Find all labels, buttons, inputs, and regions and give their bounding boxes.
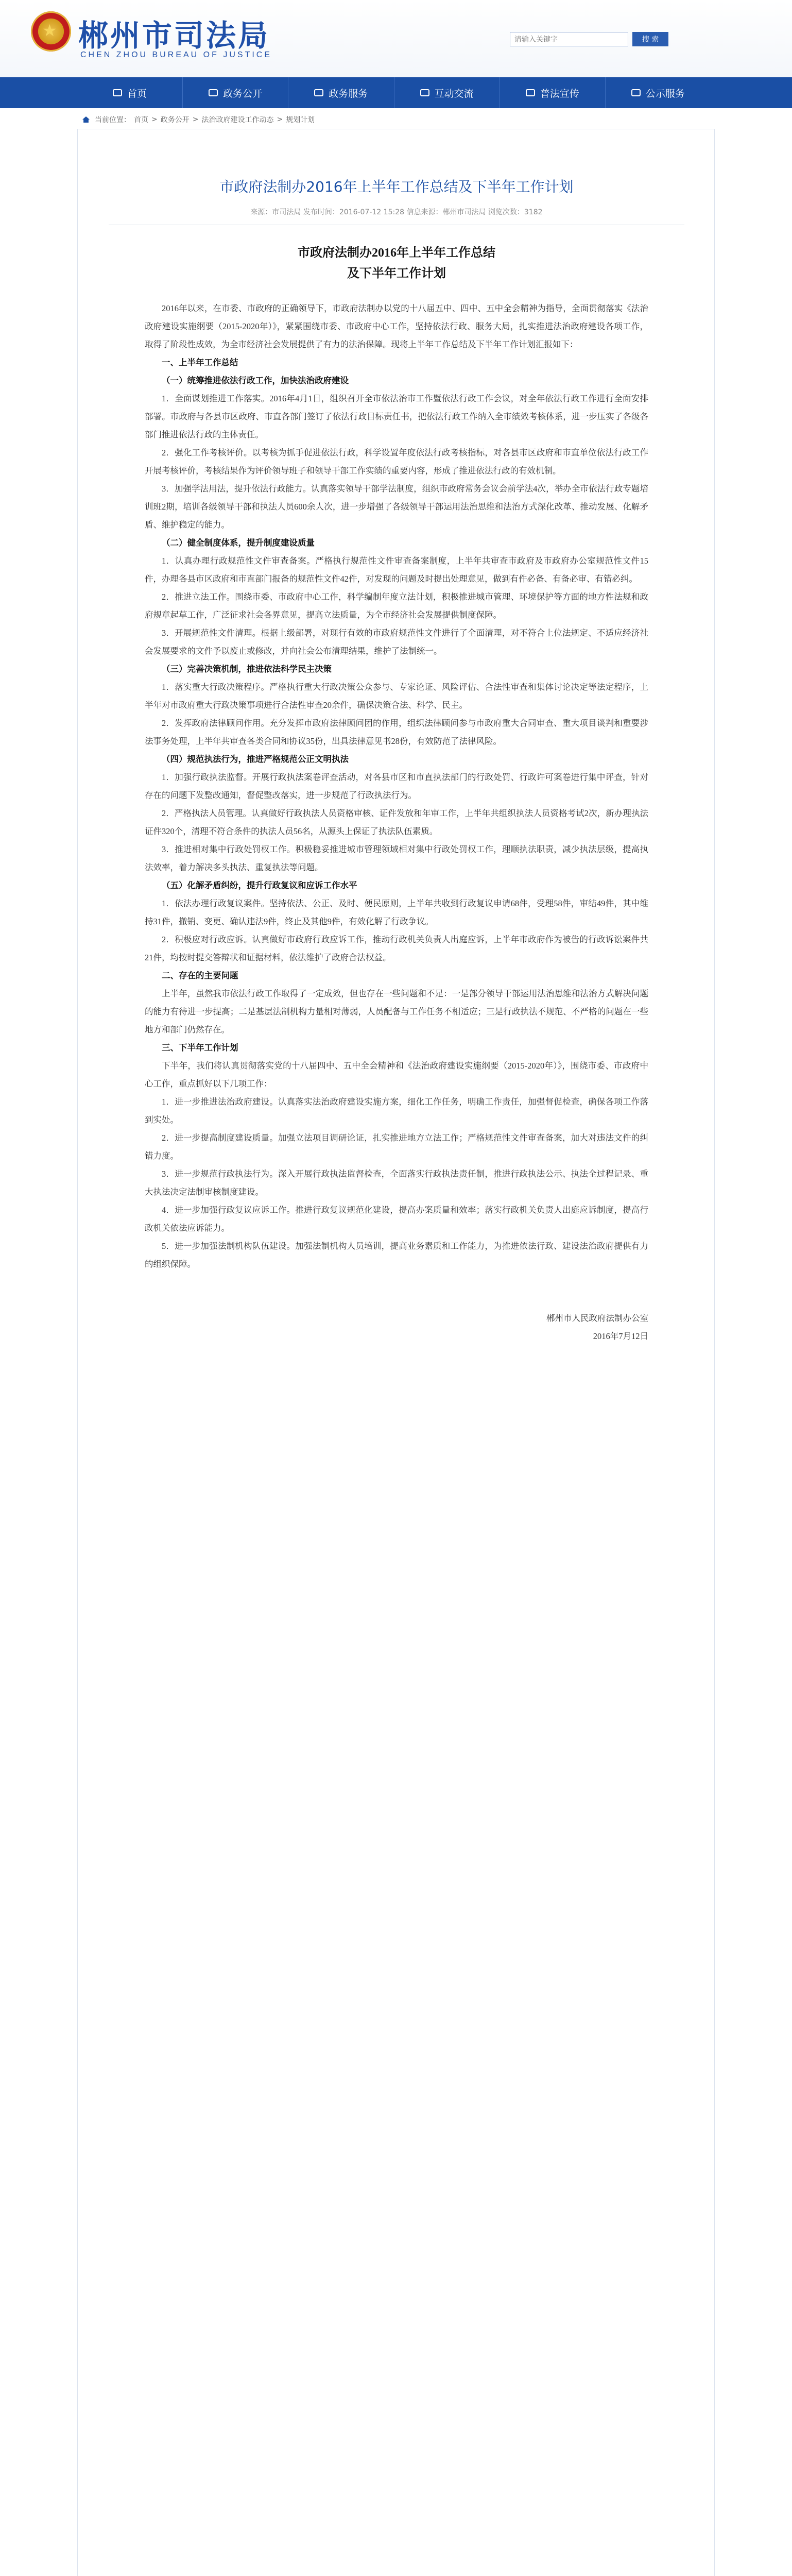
breadcrumb-separator: > xyxy=(151,115,158,124)
breadcrumb-separator: > xyxy=(192,115,199,124)
paragraph: 2016年以来，在市委、市政府的正确领导下，市政府法制办以党的十八届五中、四中、五中全会精神为指导，全面贯彻落实《法治政府建设实施纲要（2015-2020年）》，紧紧围绕市委、市政府中心工作，坚持依法行政、服务大局，扎实推进法治政府建设各项工作，取得了阶段性成效，为全市经济社会发展提供了有力的法治保障。现将上半年工作总结及下半年工作计划汇报如下： xyxy=(145,303,648,349)
home-icon xyxy=(113,89,122,96)
paragraph: 上半年，虽然我市依法行政工作取得了一定成效，但也存在一些问题和不足：一是部分领导干部运用法治思维和法治方式解决问题的能力有待进一步提高；二是基层法制机构力量相对薄弱，人员配备与工作任务不相适应；三是行政执法不规范、不严格的问题在一些地方和部门仍然存在。 xyxy=(145,989,648,1035)
nav-item-label: 政务服务 xyxy=(329,88,368,99)
paragraph: 3．加强学法用法，提升依法行政能力。认真落实领导干部学法制度，组织市政府常务会议会前学法4次，举办全市依法行政专题培训班2期，培训各级领导干部和执法人员600余人次，进一步增强了各级领导干部运用法治思维和法治方式深化改革、推动发展、化解矛盾、维护稳定的能力。 xyxy=(145,484,648,530)
paragraph: 下半年，我们将认真贯彻落实党的十八届四中、五中全会精神和《法治政府建设实施纲要（2015-2020年）》，围绕市委、市政府中心工作，重点抓好以下几项工作： xyxy=(145,1061,648,1089)
breadcrumb-link-home[interactable]: 首页 xyxy=(134,116,148,124)
paragraph: 4．进一步加强行政复议应诉工作。推进行政复议规范化建设，提高办案质量和效率；落实行政机关负责人出庭应诉制度，提高行政机关依法应诉能力。 xyxy=(145,1205,648,1233)
breadcrumb-link-gov-affairs[interactable]: 政务公开 xyxy=(160,116,190,124)
section-heading: 三、下半年工作计划 xyxy=(162,1043,238,1053)
notice-icon xyxy=(631,89,641,96)
article-heading: 及下半年工作计划 xyxy=(347,267,446,280)
paragraph: 2．推进立法工作。围绕市委、市政府中心工作，科学编制年度立法计划，积极推进城市管理、环境保护等方面的地方性法规和政府规章起草工作，广泛征求社会各界意见，提高立法质量，为全市经济社会发展提供制度保障。 xyxy=(145,592,648,620)
signature-date: 2016年7月12日 xyxy=(593,1331,648,1341)
paragraph: 2．发挥政府法律顾问作用。充分发挥市政府法律顾问团的作用，组织法律顾问参与市政府重大合同审查、重大项目谈判和重要涉法事务处理，上半年共审查各类合同和协议35份，出具法律意见书28份，有效防范了法律风险。 xyxy=(145,718,648,746)
paragraph: 3．开展规范性文件清理。根据上级部署，对现行有效的市政府规范性文件进行了全面清理，对不符合上位法规定、不适应经济社会发展要求的文件予以废止或修改，并向社会公布清理结果，维护了法制统一。 xyxy=(145,628,648,656)
paragraph: 1．依法办理行政复议案件。坚持依法、公正、及时、便民原则，上半年共收到行政复议申请68件，受理58件，审结49件，其中维持31件，撤销、变更、确认违法9件，终止及其他9件，有效化解了行政争议。 xyxy=(145,899,648,926)
paragraph: 1．全面谋划推进工作落实。2016年4月1日，组织召开全市依法治市工作暨依法行政工作会议，对全年依法行政工作进行全面安排部署。市政府与各县市区政府、市直各部门签订了依法行政目标责任书，把依法行政工作纳入全市绩效考核体系，进一步压实了各级各部门推进依法行政的主体责任。 xyxy=(145,394,648,439)
site-title[interactable]: 郴州市司法局 xyxy=(78,18,270,53)
star-icon: ★ xyxy=(42,21,57,40)
subsection-heading: （三）完善决策机制，推进依法科学民主决策 xyxy=(162,664,332,674)
paragraph: 2．严格执法人员管理。认真做好行政执法人员资格审核、证件发放和年审工作，上半年共组织执法人员资格考试2次，新办理执法证件320个，清理不符合条件的执法人员56名，从源头上保证了执法队伍素质。 xyxy=(145,808,648,836)
book-icon xyxy=(526,89,535,96)
article-heading: 市政府法制办2016年上半年工作总结 xyxy=(298,246,495,260)
chat-icon xyxy=(420,89,429,96)
nav-item-label: 政务公开 xyxy=(223,88,263,99)
subsection-heading: （二）健全制度体系，提升制度建设质量 xyxy=(162,538,315,548)
paragraph: 5．进一步加强法制机构队伍建设。加强法制机构人员培训，提高业务素质和工作能力，为推进依法行政、建设法治政府提供有力的组织保障。 xyxy=(145,1241,648,1269)
nav-item-label: 首页 xyxy=(127,88,147,99)
location-icon xyxy=(82,116,90,123)
breadcrumb xyxy=(82,114,315,125)
site-subtitle: CHEN ZHOU BUREAU OF JUSTICE xyxy=(80,50,272,59)
paragraph: 2．进一步提高制度建设质量。加强立法项目调研论证，扎实推进地方立法工作；严格规范性文件审查备案，加大对违法文件的纠错力度。 xyxy=(145,1133,648,1161)
search-button[interactable]: 搜 索 xyxy=(632,32,668,46)
main-nav xyxy=(0,77,792,108)
paragraph: 1．认真办理行政规范性文件审查备案。严格执行规范性文件审查备案制度，上半年共审查市政府及市政府办公室规范性文件15件，办理各县市区政府和市直部门报备的规范性文件42件，对发现的问题及时提出处理意见，做到有件必备、有备必审、有错必纠。 xyxy=(145,556,648,584)
section-heading: 一、上半年工作总结 xyxy=(162,358,238,367)
subsection-heading: （一）统筹推进依法行政工作，加快法治政府建设 xyxy=(162,376,349,385)
national-emblem-icon xyxy=(31,11,71,52)
nav-item-interaction[interactable] xyxy=(394,77,500,108)
paragraph: 3．推进相对集中行政处罚权工作。积极稳妥推进城市管理领域相对集中行政处罚权工作，理顺执法职责，减少执法层级，提高执法效率，着力解决多头执法、重复执法等问题。 xyxy=(145,844,648,872)
breadcrumb-separator: > xyxy=(277,115,283,124)
nav-item-public-notice[interactable] xyxy=(605,77,711,108)
subsection-heading: （四）规范执法行为，推进严格规范公正文明执法 xyxy=(162,754,349,764)
document-icon xyxy=(209,89,218,96)
nav-item-legal-education[interactable] xyxy=(500,77,605,108)
nav-item-services[interactable] xyxy=(288,77,393,108)
nav-item-label: 互动交流 xyxy=(434,88,474,99)
article-body xyxy=(145,243,648,1345)
signature-block xyxy=(145,1309,648,1345)
paragraph: 1．进一步推进法治政府建设。认真落实法治政府建设实施方案，细化工作任务，明确工作责任，加强督促检查，确保各项工作落到实处。 xyxy=(145,1097,648,1125)
nav-item-gov-affairs[interactable] xyxy=(182,77,288,108)
breadcrumb-link-current[interactable]: 规划计划 xyxy=(286,116,315,124)
paragraph: 1．落实重大行政决策程序。严格执行重大行政决策公众参与、专家论证、风险评估、合法性审查和集体讨论决定等法定程序，上半年对市政府重大行政决策事项进行合法性审查20余件，确保决策合法、科学、民主。 xyxy=(145,682,648,710)
signature-org: 郴州市人民政府法制办公室 xyxy=(546,1313,648,1323)
article-container xyxy=(77,129,715,2576)
subsection-heading: （五）化解矛盾纠纷，提升行政复议和应诉工作水平 xyxy=(162,880,357,890)
breadcrumb-link-category[interactable]: 法治政府建设工作动态 xyxy=(201,116,274,124)
section-heading: 二、存在的主要问题 xyxy=(162,971,238,980)
paragraph: 3．进一步规范行政执法行为。深入开展行政执法监督检查，全面落实行政执法责任制，推进行政执法公示、执法全过程记录、重大执法决定法制审核制度建设。 xyxy=(145,1169,648,1197)
paragraph: 2．强化工作考核评价。以考核为抓手促进依法行政，科学设置年度依法行政考核指标，对各县市区政府和市直单位依法行政工作开展考核评价，考核结果作为评价领导班子和领导干部工作实绩的重要内容，形成了推进依法行政的有效机制。 xyxy=(145,448,648,476)
article-meta: 来源：市司法局 发布时间：2016-07-12 15:28 信息来源：郴州市司法局 浏览次数：3182 xyxy=(250,208,543,216)
paragraph: 2．积极应对行政应诉。认真做好市政府行政应诉工作，推动行政机关负责人出庭应诉，上半年市政府作为被告的行政诉讼案件共21件，均按时提交答辩状和证据材料，依法维护了政府合法权益。 xyxy=(145,935,648,962)
site-header xyxy=(0,0,792,77)
service-icon xyxy=(314,89,323,96)
nav-item-home[interactable] xyxy=(77,77,182,108)
paragraph: 1．加强行政执法监督。开展行政执法案卷评查活动，对各县市区和市直执法部门的行政处罚、行政许可案卷进行集中评查，针对存在的问题下发整改通知，督促整改落实，进一步规范了行政执法行为。 xyxy=(145,772,648,800)
page-title: 市政府法制办2016年上半年工作总结及下半年工作计划 xyxy=(219,178,574,195)
search-input[interactable] xyxy=(510,32,628,46)
nav-item-label: 公示服务 xyxy=(645,88,685,99)
breadcrumb-prefix: 当前位置： xyxy=(95,116,131,124)
nav-item-label: 普法宣传 xyxy=(540,88,579,99)
